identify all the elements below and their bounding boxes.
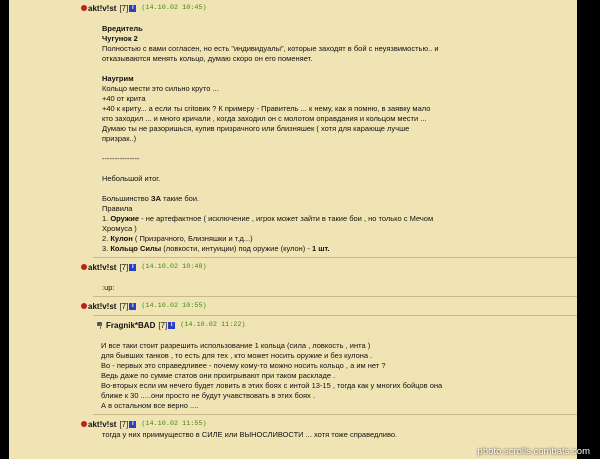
forum-post <box>9 418 577 440</box>
post-text: 2. <box>102 234 111 243</box>
post-line <box>102 24 557 34</box>
post-line <box>102 44 557 54</box>
clan-skull-icon <box>81 5 87 11</box>
post-text-bold: Кольцо Силы <box>110 244 162 253</box>
post-line <box>102 84 557 94</box>
author-level: [7] <box>119 419 129 429</box>
post-text: Хромуса ) <box>102 224 137 233</box>
clan-skull-icon <box>81 421 87 427</box>
post-text: тогда у них приимущество в СИЛЕ или ВЫНОСЛИВОСТИ ... хотя тоже справедливо. <box>102 430 398 439</box>
post-text: +40 от крита <box>102 94 146 103</box>
info-icon[interactable]: i <box>129 421 136 428</box>
post-line <box>102 204 557 214</box>
post-line <box>102 184 557 194</box>
post-text: Правила <box>102 204 133 213</box>
post-text: А в остальном все верно .... <box>101 401 199 410</box>
post-text: (ловкости, интуиции) под оружие (кулон) - <box>161 244 312 253</box>
post-line <box>102 34 557 44</box>
post-text-bold: Кулон <box>110 234 133 243</box>
post-body <box>9 430 577 440</box>
post-text: отказываются менять кольцо, думаю скоро он его поменяет. <box>102 54 313 63</box>
author-level: [7] <box>119 3 129 13</box>
post-line <box>101 351 557 361</box>
info-icon[interactable]: i <box>129 5 136 12</box>
author-nick[interactable]: akt!v!st <box>88 262 117 272</box>
post-text-bold: Чугунок 2 <box>102 34 138 43</box>
info-icon[interactable]: i <box>129 264 136 271</box>
post-line <box>102 174 557 184</box>
post-line <box>102 124 557 134</box>
post-line <box>102 144 557 154</box>
post-text-bold: Вредитель <box>102 24 143 33</box>
forum-post <box>9 300 577 312</box>
post-line <box>102 134 557 144</box>
post-header <box>9 319 577 331</box>
author-nick[interactable]: Fragnik*BAD <box>106 320 156 330</box>
post-text: Ведь даже по сумме статов они проигрывают при таком раскладе . <box>101 371 336 380</box>
post-text: призрак..) <box>102 134 137 143</box>
post-line <box>102 54 557 64</box>
post-line <box>102 214 557 224</box>
post-text: --------------- <box>102 154 140 163</box>
post-text-bold: Наугрим <box>102 74 134 83</box>
post-line <box>101 401 557 411</box>
post-text: +40 к криту... а если ты critовик ? К примеру - Правитель ... к нему, как я помню, в заявку мало <box>102 104 431 113</box>
post-line <box>101 381 557 391</box>
post-text: Полностью с вами согласен, но есть "индивидуалы", которые заходят в бой с неуязвимостью.. и <box>102 44 439 53</box>
post-divider <box>93 315 577 316</box>
post-divider <box>93 296 577 297</box>
post-line <box>101 341 557 351</box>
post-date: (14.10.02 11:55) <box>141 420 207 428</box>
post-line <box>102 164 557 174</box>
post-line <box>102 283 557 293</box>
post-text: Во - первых это справедливее - почему кому-то можно носить кольцо , а им нет ? <box>101 361 386 370</box>
post-header <box>9 300 577 312</box>
forum-post <box>9 2 577 254</box>
post-text: Небольшой итог. <box>102 174 161 183</box>
forum-post-quoted <box>9 319 577 411</box>
post-text: Думаю ты не разоришься, купив призрачного или близняшек ( хотя для карающе лучше <box>102 124 410 133</box>
post-text: - не артефактное ( исключение , игрок может зайти в такие бои , но только с Мечом <box>139 214 434 223</box>
watermark: photo.scrolls.combats.com <box>477 446 590 457</box>
post-line <box>102 114 557 124</box>
post-line <box>102 430 557 440</box>
clan-skull-icon <box>81 264 87 270</box>
post-text: такие бои. <box>161 194 200 203</box>
post-text: ближе к 30 .....они просто не будут учавствовать в этих боях . <box>101 391 315 400</box>
post-text: И все таки стоит разрешить использование 1 кольца (сила , ловкость , инта ) <box>101 341 371 350</box>
post-date: (14.10.02 10:48) <box>141 263 207 271</box>
author-nick[interactable]: akt!v!st <box>88 419 117 429</box>
post-line <box>102 74 557 84</box>
post-date: (14.10.02 10:55) <box>141 302 207 310</box>
post-line <box>102 244 557 254</box>
post-body <box>9 14 577 254</box>
post-text: :up: <box>102 283 115 292</box>
post-header <box>9 261 577 273</box>
post-line <box>102 104 557 114</box>
post-line <box>102 194 557 204</box>
post-text: Во-вторых если им нечего будет ловить в этих боях с интой 13-15 , тогда как у многих бойцов она <box>101 381 443 390</box>
clan-axe-icon <box>97 322 105 329</box>
post-line <box>101 371 557 381</box>
post-line <box>102 64 557 74</box>
post-line <box>102 224 557 234</box>
post-line <box>102 234 557 244</box>
post-header <box>9 418 577 430</box>
author-level: [7] <box>158 320 168 330</box>
post-text: 3. <box>102 244 111 253</box>
post-body <box>9 283 577 293</box>
author-level: [7] <box>119 262 129 272</box>
post-body <box>9 341 577 411</box>
post-text-bold: 1 шт. <box>311 244 330 253</box>
post-text: ( Призрачного, Близняшки и т.д...) <box>132 234 253 243</box>
post-text: 1. <box>102 214 111 223</box>
post-line <box>101 391 557 401</box>
post-text-bold: Оружие <box>110 214 140 223</box>
author-nick[interactable]: akt!v!st <box>88 3 117 13</box>
forum-post <box>9 261 577 293</box>
post-line <box>102 154 557 164</box>
post-text-bold: ЗА <box>150 194 162 203</box>
forum-thread <box>9 0 577 459</box>
post-line <box>102 14 557 24</box>
post-date: (14.10.02 10:45) <box>141 4 207 12</box>
post-line <box>102 94 557 104</box>
post-line <box>101 361 557 371</box>
post-text: Кольцо мести это сильно круто ... <box>102 84 219 93</box>
post-text: для бывших танков , то есть для тех , кто может носить оружие и без кулона . <box>101 351 373 360</box>
author-level: [7] <box>119 301 129 311</box>
info-icon[interactable]: i <box>168 322 175 329</box>
info-icon[interactable]: i <box>129 303 136 310</box>
post-date: (14.10.02 11:22) <box>180 321 246 329</box>
post-header <box>9 2 577 14</box>
post-text: Большинство <box>102 194 151 203</box>
post-text: кто заходил ... и многo кричали , когда заходил он с молотом оправдания и кольцом мести ... <box>102 114 427 123</box>
clan-skull-icon <box>81 303 87 309</box>
post-divider <box>93 414 577 415</box>
post-divider <box>93 257 577 258</box>
author-nick[interactable]: akt!v!st <box>88 301 117 311</box>
